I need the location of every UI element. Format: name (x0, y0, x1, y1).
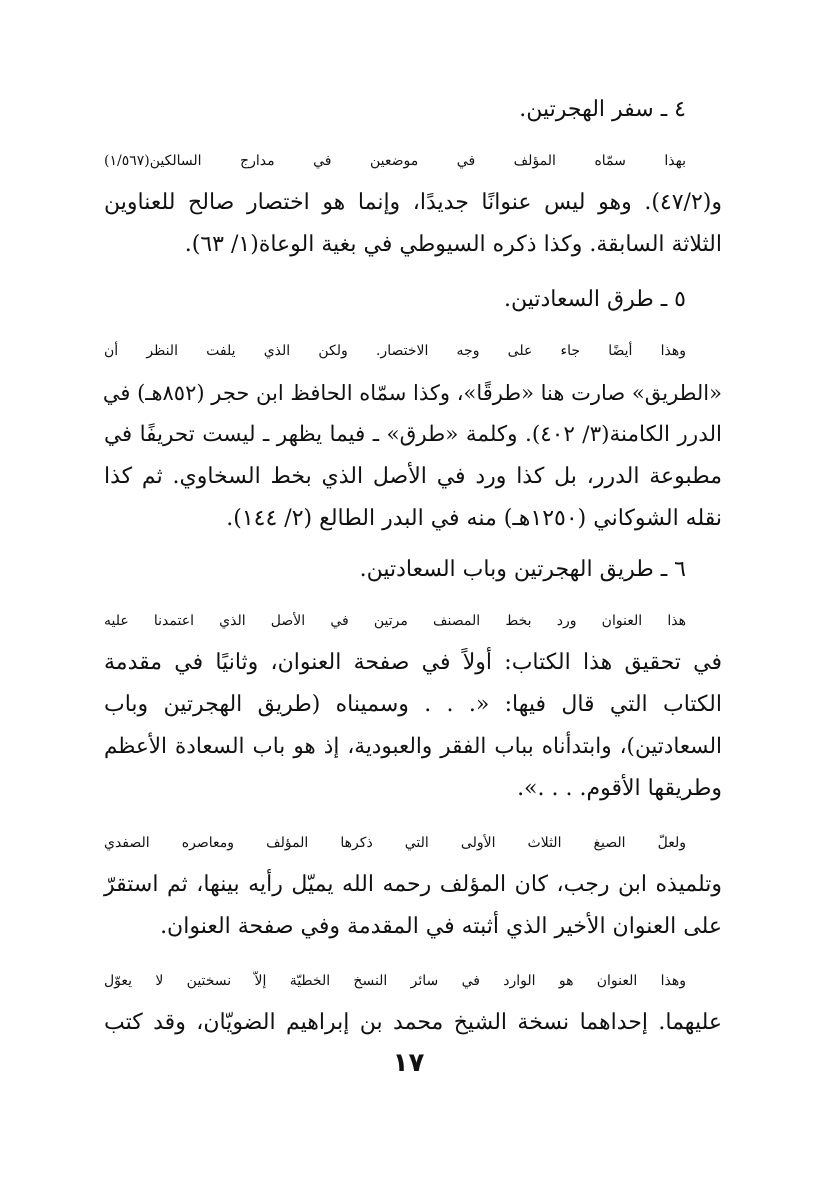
section-heading: ٦ ـ طريق الهجرتين وباب السعادتين. (359, 557, 686, 582)
paragraph (104, 822, 722, 948)
section-heading: ٤ ـ سفر الهجرتين. (519, 97, 686, 122)
paragraph (104, 330, 722, 540)
text-line: الدرر الكامنة(٣/ ٤٠٢). وكلمة «طرق» ـ فيما يظهر ـ ليست تحريفًا في (104, 422, 723, 447)
text-line: نقله الشوكاني (١٢٥٠هـ) منه في البدر الطالع (٢/ ١٤٤). (226, 506, 722, 531)
text-line: في تحقيق هذا الكتاب: أولاً في صفحة العنوان، وثانيًا في مقدمة (104, 650, 722, 675)
text-line: وهذا العنوان هو الوارد في سائر النسخ الخطيّة إلاّ نسختين لا يعوّل (104, 973, 686, 989)
text-line: «الطريق» صارت هنا «طرقًا»، وكذا سمّاه الحافظ ابن حجر (٨٥٢هـ) في (102, 381, 722, 405)
text-line: ولعلّ الصيغ الثلاث الأولى التي ذكرها المؤلف ومعاصره الصفدي (104, 835, 686, 851)
text-line: وهذا أيضًا جاء على وجه الاختصار. ولكن الذي يلفت النظر أن (104, 343, 686, 359)
text-line: الكتاب التي قال فيها: «. . . وسميناه (طريق الهجرتين وباب (104, 692, 722, 717)
text-line: وتلميذه ابن رجب، كان المؤلف رحمه الله يميّل رأيه بينها، ثم استقرّ (104, 872, 722, 897)
text-line: و(٤٧/٢). وهو ليس عنوانًا جديدًا، وإنما هو اختصار صالح للعناوين (104, 190, 722, 215)
text-line: مطبوعة الدرر، بل كذا ورد في الأصل الذي بخط السخاوي. ثم كذا (104, 464, 722, 489)
section-heading: ٥ ـ طرق السعادتين. (503, 287, 686, 312)
text-line: على العنوان الأخير الذي أثبته في المقدمة وفي صفحة العنوان. (160, 914, 722, 939)
page-body (104, 88, 722, 1044)
text-line: عليهما. إحداهما نسخة الشيخ محمد بن إبراهيم الضويّان، وقد كتب (104, 1010, 722, 1035)
page-number: ١٧ (392, 1048, 425, 1078)
paragraph (104, 140, 722, 266)
paragraph (104, 960, 722, 1044)
text-line: السعادتين)، وابتدأناه بباب الفقر والعبودية، إذ هو باب السعادة الأعظم (104, 734, 722, 759)
paragraph (104, 600, 722, 810)
text-line: الثلاثة السابقة. وكذا ذكره السيوطي في بغية الوعاة(١/ ٦٣). (184, 232, 722, 257)
text-line: وطريقها الأقوم. . . .». (517, 776, 722, 801)
text-line: هذا العنوان ورد بخط المصنف مرتين في الأصل الذي اعتمدنا عليه (104, 613, 686, 629)
text-line: بهذا سمّاه المؤلف في موضعين في مدارج السالكين(١/٥٦٧) (104, 153, 686, 169)
